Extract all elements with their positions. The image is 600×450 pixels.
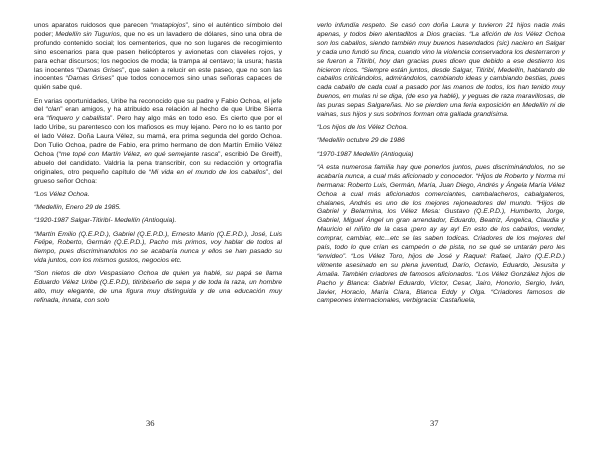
text-run: ”, sino el auténtico símbolo del poder; [34, 22, 282, 38]
paragraph [34, 217, 282, 226]
text-run: , que no es un lavadero de dólares, sino una obra de profundo contenido social; los cementerios, que no son lugares de recogimiento sino escenarios para que pasen helicópteros y avionetas con claveles rojos, y para echar discursos; los negocios de moda; la trampa al centavo; la usura; hasta las inocentes “ [34, 30, 283, 74]
text-run: ”. Pero hay algo más en todo eso. Es cierto que por el lado Uribe, su parentesco con los mafiosos es muy lejano. Pero no lo es tanto por el lado Vélez. Doña Laura Vélez, su mamá, era prima segunda del gordo Ochoa. Don Tulio Ochoa, padre de Fabio, era primo hermano de don Martín Emilio Vélez Ochoa (“ [34, 115, 282, 158]
paragraph [317, 124, 565, 133]
italic-phrase: Damas Grises [78, 66, 123, 74]
italic-phrase: Mi vida en el mundo de los caballos [151, 168, 266, 176]
text-run: ”, que salen a relucir en este paseo, que no son las inocentes “ [34, 66, 282, 83]
text-run: “Martín Emilio (Q.E.P.D.), Gabriel (Q.E.P.D.), Ernesto Mario (Q.E.P.D.), José, Luis Felipe, Roberto, Germán (Q.E.P.D.), Pacho mis primos, voy hablar de todos al tiempo, pues discriminandolos no se acabaría nunca y ellos se han pasado su vida juntos, con los mismos gustos, negocios etc. [34, 230, 282, 265]
text-run: ”, escribió De Greiff), abuelo del candidato. Valdría la pena transcribir, con su redacción y ortografía originales, otro pequeño capítulo de “ [34, 150, 282, 176]
text-run: “Los Vélez Ochoa. [34, 190, 90, 198]
paragraph [317, 164, 565, 307]
text-run: “1920-1987 Salgar-Titiribí- Medellín (Antioquia). [34, 217, 177, 225]
text-run: “Son nietos de don Vespasiano Ochoa de quien ya hablé, su papá se llama Eduardo Vélez Uribe (Q.E.P.D), titiribiseño de sepa y de toda la raza, un hombre alto, muy elegante, de una figura muy distinguida y de una educación muy refinada, innata, con solo [34, 270, 282, 305]
text-run: “Los hijos de los Vélez Ochoa. [317, 124, 409, 132]
paragraph [34, 231, 282, 267]
right-page [317, 22, 565, 432]
left-page [34, 22, 282, 432]
paragraph [34, 22, 282, 93]
text-run: ” eran amigos, y ha atribuido esa relación al hecho de que Uribe Sierra era “ [34, 106, 282, 123]
text-run: “Medellín octubre 29 de 1986 [317, 137, 405, 145]
text-run: En varias oportunidades, Uribe ha reconocido que su padre y Fabio Ochoa, el jefe del “ [34, 97, 282, 114]
italic-phrase: Medellín sin Tugurios [55, 30, 120, 38]
text-run: ”, del grueso señor Ochoa: [34, 168, 283, 185]
italic-phrase: clan [47, 106, 61, 114]
paragraph [317, 137, 565, 146]
paragraph [34, 98, 282, 187]
text-run: “1970-1987 Medellín (Antioquia) [317, 150, 414, 158]
text-run: unos aparatos ruidosos que parecen “ [34, 22, 153, 29]
paragraph [317, 22, 565, 120]
paragraph [34, 270, 282, 306]
italic-phrase: me topé con Martín Vélez, en qué semejante rasca [60, 150, 219, 158]
italic-phrase: Damas Grises [67, 75, 112, 83]
italic-phrase: matapiojos [152, 22, 186, 29]
paragraph [34, 191, 282, 200]
text-run: “A esta numerosa familia hay que ponerlos juntos, pues discriminándolos, no se acabaría nunca, a cual más aficionado y conocedor. “Hijos de Roberto y Norma mi hermana: Roberto Luis, Germán, María, Juan Diego, Andrés y Ángela María Vélez Ochoa a cual más aficionados comerciantes, cambalacheros, cabalgateros, chalanes, Andrés es uno de los mejores rejoneadores del mundo. “Hijos de Gabriel y Belarmina, los Vélez Mesa: Gustavo (Q.E.P.D.), Humberto, Jorge, Gabriel, Miguel Ángel un gran arrendador, Eduardo, Beatriz, Ángelica, Claudia y Mauricio el niñito de la casa ¡pero ay ay ay! En esto de los caballos, vender, comprar, cambiar, etc...etc se las saben todicas. Criadores de los mejores del país, todo lo que crían es campeón o de pista, no se qué se untarán pero les “envideo”. “Los Vélez Toro, hijos de José y Raquel: Rafael, Jairo (Q.E.P.D.) vilmente asesinado en su plena juventud, Darío, Octavio, Eduardo, Jesusita y Amalia. También criadores de famosos aficionados. “Los Vélez González hijos de Pacho y Blanca: Gabriel Eduardo, Víctor, Cesar, Jairo, Honorio, Sergio, Iván, Javier, Horacio, María Clara, Blanca Eddy y Olga. “Criadores famosos de campeones internacionales, verbigracia: Castañuela, [317, 163, 565, 305]
text-run: verlo infundía respeto. Se casó con doña Laura y tuvieron 21 hijos nada más apenas, y todos bien alentaditos a Dios gracias. “La afición de los Vélez Ochoa son los caballos, siendo también muy buenos hasendados (sic) naciero en Salgar y cada uno fundó su finca, cuando vino la violencia conservadora los desterraron y se fueron a Titiribí, hoy dan gracias pues dicen que debido a ese destierro los hicieron ricos. “Siempre están juntos, desde Salgar, Titiribí, Medellín, hablando de caballos criticándolos, admirándolos, cambiando ideas y cambiando bestias, pues cada caballo de cada cual a pasado por las manos de todos, los han tenido muy buenos, en mulas ni se diga, (de eso ya hablé), y yeguas de raza maravillosas, de las puras sepas Salgareñas. No se pierden una feria exposición en Medellín ni de vainas, sus hijos y sus sobrinos forman otra gallada grandísima. [317, 22, 565, 119]
text-run: ” que todos conocemos sino unas señoras capaces de quién sabe qué. [34, 75, 282, 92]
paragraph [34, 204, 282, 213]
paragraph [317, 151, 565, 160]
text-run: “Medellín, Enero 29 de 1985. [34, 204, 122, 212]
right-page-number: 37 [430, 418, 439, 428]
italic-phrase: finquero y caballista [48, 115, 111, 123]
left-page-number: 36 [146, 418, 155, 428]
